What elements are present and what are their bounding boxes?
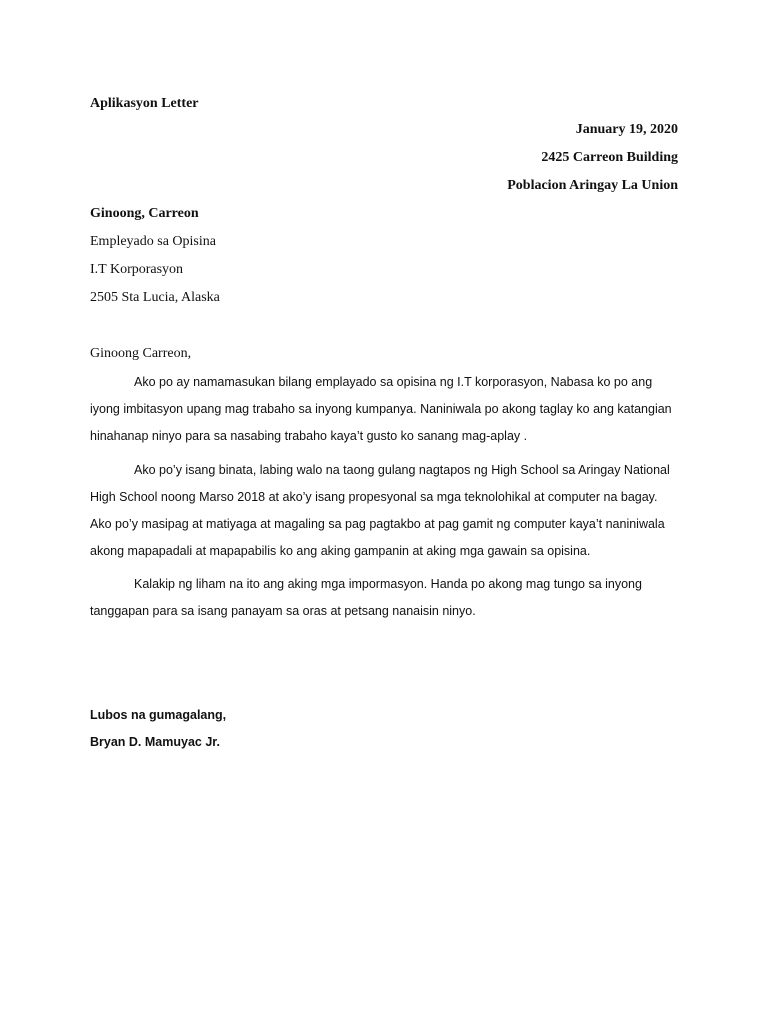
recipient-address: 2505 Sta Lucia, Alaska	[90, 290, 220, 305]
paragraph-line: iyong imbitasyon upang mag trabaho sa inyong kumpanya. Naniniwala po akong taglay ko ang katangian	[90, 402, 672, 416]
paragraph-line: tanggapan para sa isang panayam sa oras at petsang nanaisin ninyo.	[90, 604, 476, 618]
recipient-name: Ginoong, Carreon	[90, 206, 199, 221]
paragraph-line: Ako po’y masipag at matiyaga at magaling sa pag pagtakbo at pag gamit ng computer kaya’t naniniwala	[90, 517, 665, 531]
paragraph-line: Ako po ay namamasukan bilang emplayado sa opisina ng I.T korporasyon, Nabasa ko po ang	[134, 375, 653, 389]
letter-heading: Aplikasyon Letter	[90, 96, 199, 111]
body-paragraph-2	[90, 457, 680, 565]
body-paragraph-3	[90, 571, 680, 625]
signature: Bryan D. Mamuyac Jr.	[90, 735, 220, 749]
recipient-company: I.T Korporasyon	[90, 262, 184, 277]
body-paragraph-1	[90, 369, 680, 450]
sender-address-line-1: 2425 Carreon Building	[541, 150, 678, 165]
paragraph-line: Ako po’y isang binata, labing walo na taong gulang nagtapos ng High School sa Aringay National	[134, 463, 670, 477]
letter-date: January 19, 2020	[575, 122, 678, 137]
salutation: Ginoong Carreon,	[90, 346, 192, 361]
closing: Lubos na gumagalang,	[90, 708, 227, 722]
paragraph-line: Kalakip ng liham na ito ang aking mga impormasyon. Handa po akong mag tungo sa inyong	[134, 577, 642, 591]
sender-address-line-2: Poblacion Aringay La Union	[507, 178, 678, 193]
paragraph-line: akong mapapadali at mapapabilis ko ang aking gampanin at aking mga gawain sa opisina.	[90, 544, 591, 558]
paragraph-line: High School noong Marso 2018 at ako’y isang propesyonal sa mga teknolohikal at computer na bagay.	[90, 490, 658, 504]
recipient-title: Empleyado sa Opisina	[90, 234, 216, 249]
paragraph-line: hinahanap ninyo para sa nasabing trabaho kaya’t gusto ko sanang mag-aplay .	[90, 429, 528, 443]
